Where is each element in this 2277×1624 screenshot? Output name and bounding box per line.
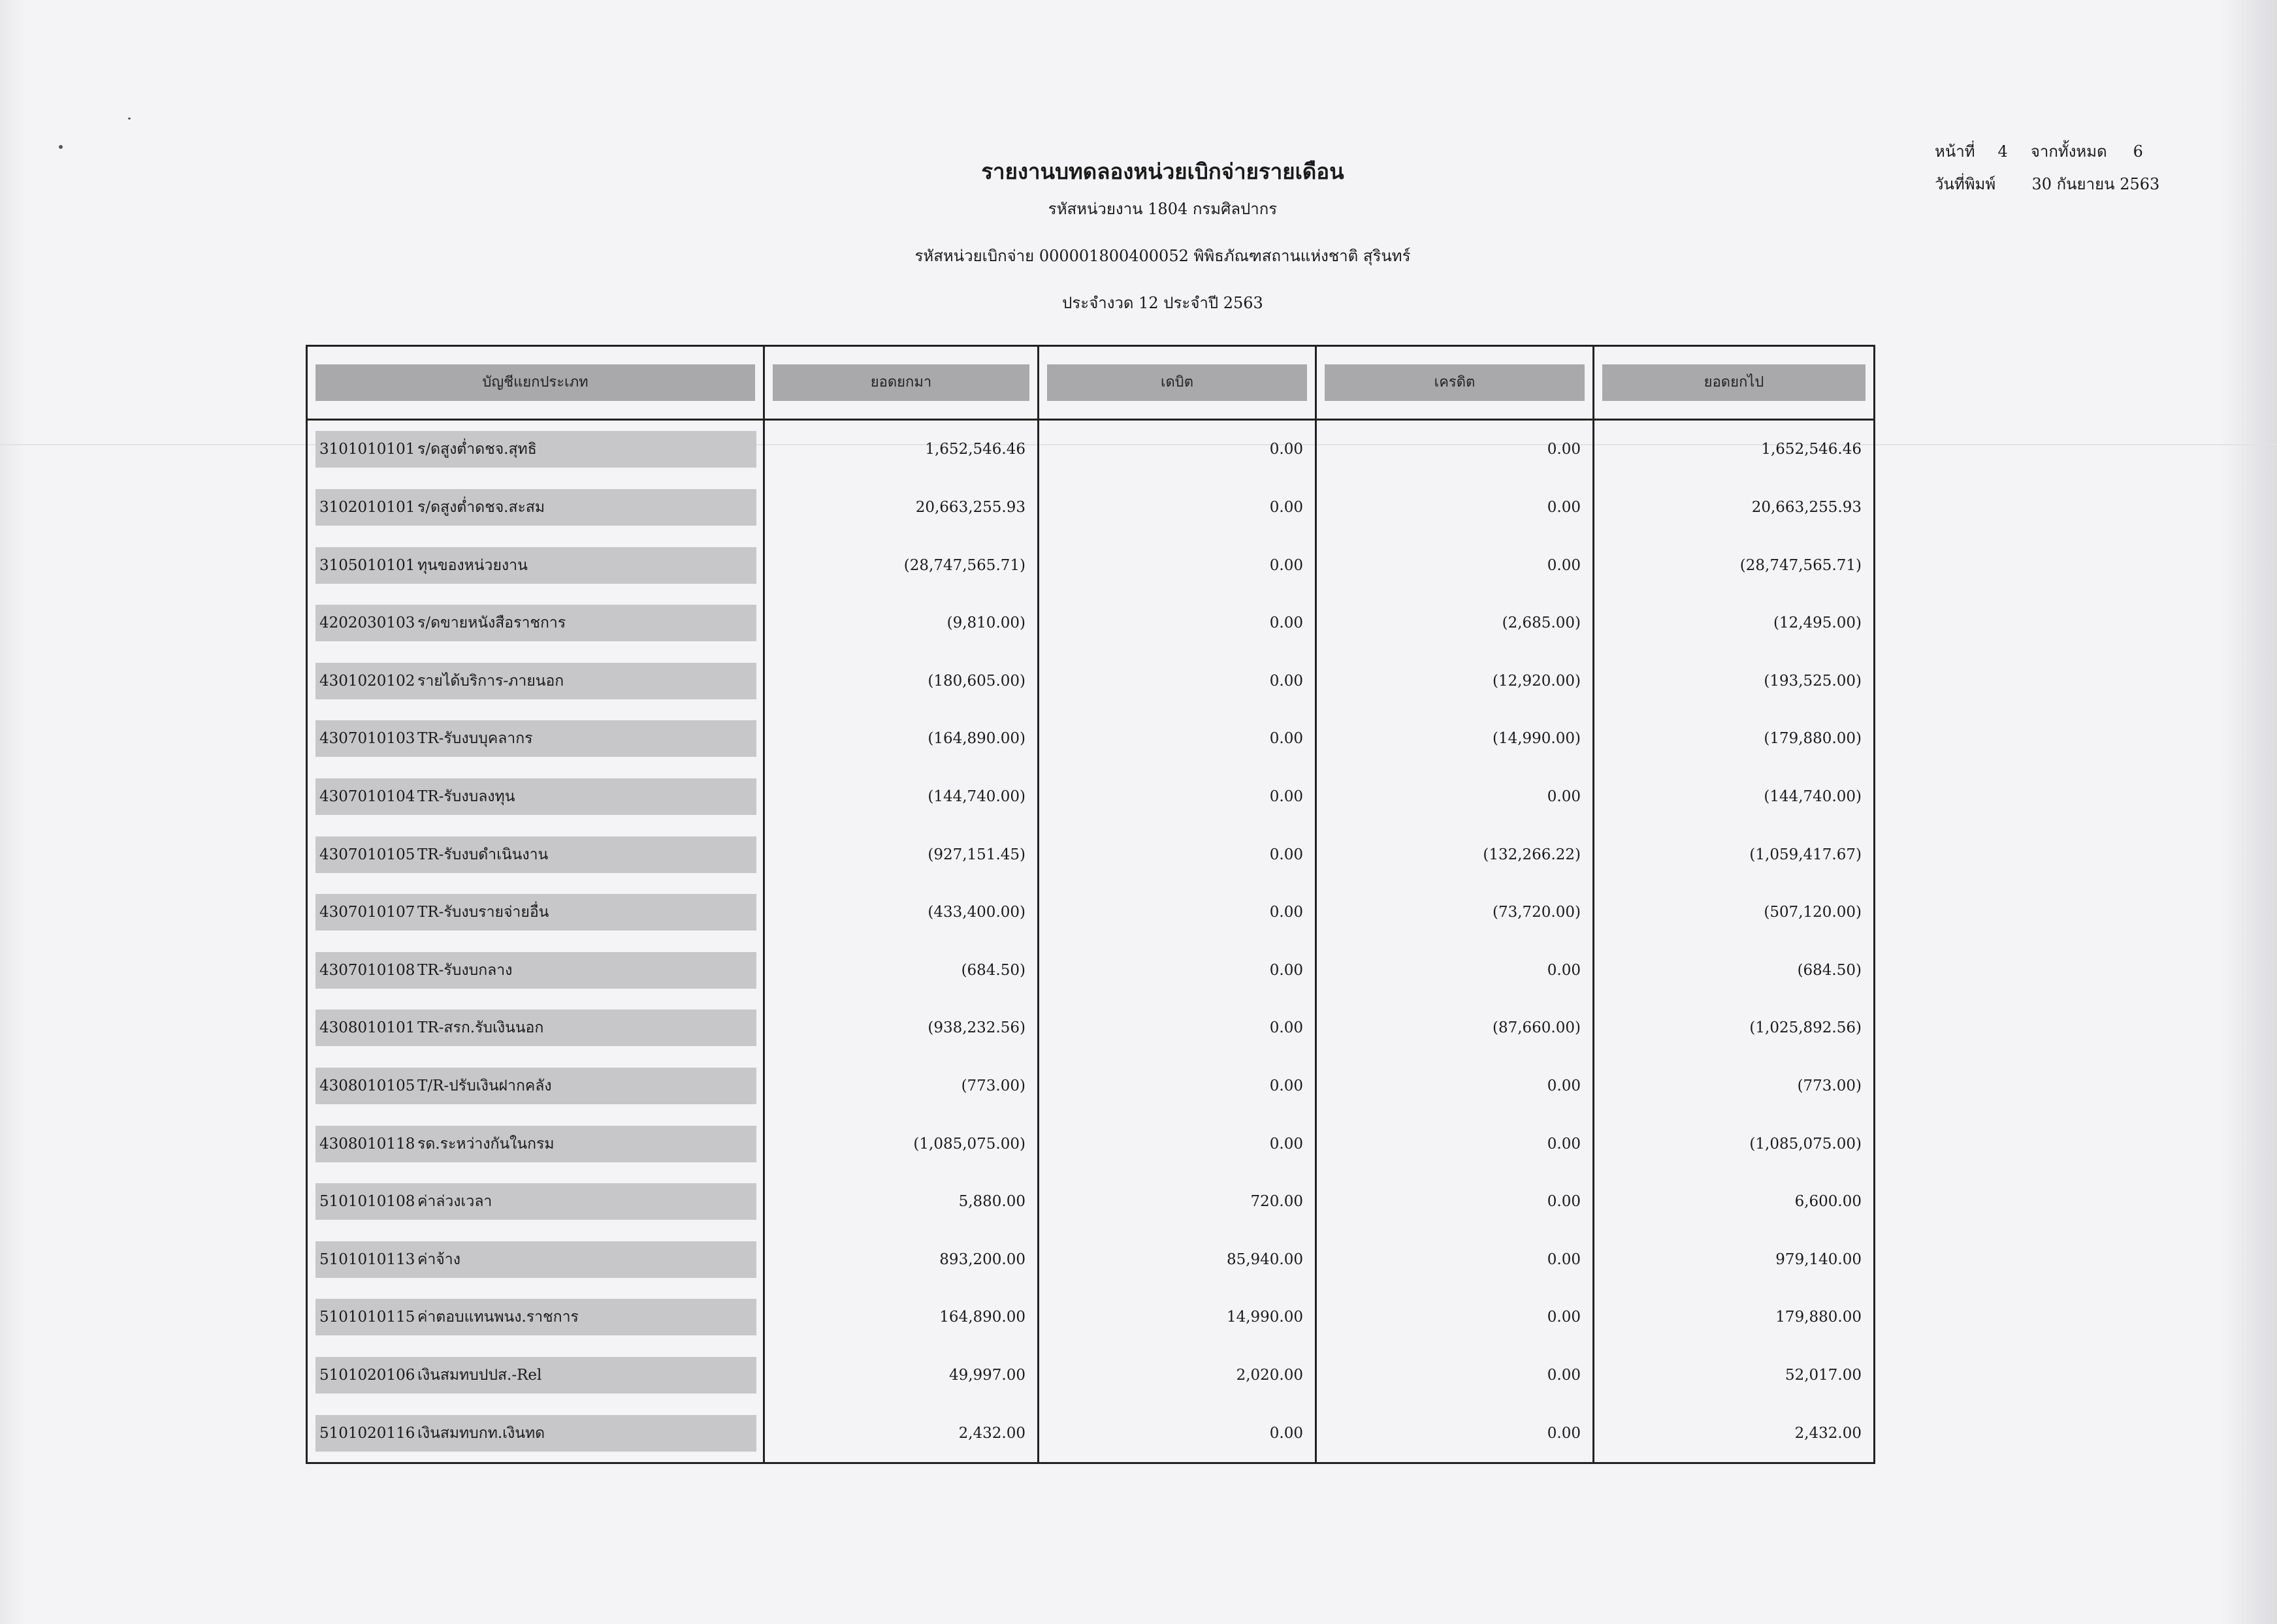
credit-cell: (2,685.00) xyxy=(1316,594,1594,652)
account-name: ค่าจ้าง xyxy=(417,1250,460,1268)
table-row xyxy=(307,1404,1875,1463)
account-bar xyxy=(315,1126,756,1162)
credit-cell: 0.00 xyxy=(1316,479,1594,537)
brought-forward-cell: 5,880.00 xyxy=(764,1173,1039,1231)
table-row xyxy=(307,825,1875,884)
brought-forward-cell: (927,151.45) xyxy=(764,825,1039,884)
account-bar xyxy=(315,663,756,699)
account-name: TR-รับงบดำเนินงาน xyxy=(417,846,549,863)
account-name: เงินสมทบกท.เงินทด xyxy=(417,1424,545,1442)
account-name: ค่าตอบแทนพนง.ราชการ xyxy=(417,1309,579,1326)
credit-cell: 0.00 xyxy=(1316,1115,1594,1173)
debit-cell: 0.00 xyxy=(1039,710,1316,768)
account-code: 5101020116 xyxy=(319,1424,415,1442)
table-row xyxy=(307,652,1875,710)
table-row xyxy=(307,710,1875,768)
credit-cell: 0.00 xyxy=(1316,1288,1594,1346)
account-name: ร/ดสูงต่ำดชจ.สะสม xyxy=(417,498,545,516)
table-row xyxy=(307,420,1875,479)
credit-cell: 0.00 xyxy=(1316,536,1594,594)
brought-forward-cell: (773.00) xyxy=(764,1057,1039,1115)
table-row xyxy=(307,1057,1875,1115)
brought-forward-cell: (28,747,565.71) xyxy=(764,536,1039,594)
report-title: รายงานบทดลองหน่วยเบิกจ่ายรายเดือน xyxy=(981,159,1344,184)
account-name: TR-รับงบรายจ่ายอื่น xyxy=(417,904,549,921)
carried-forward-cell: (28,747,565.71) xyxy=(1594,536,1875,594)
table-row xyxy=(307,536,1875,594)
carried-forward-cell: 2,432.00 xyxy=(1594,1404,1875,1463)
brought-forward-cell: (938,232.56) xyxy=(764,999,1039,1057)
account-name: ทุนของหน่วยงาน xyxy=(417,556,528,574)
account-bar xyxy=(315,1068,756,1104)
page-number: 4 xyxy=(1997,142,2008,161)
carried-forward-cell: 1,652,546.46 xyxy=(1594,420,1875,479)
brought-forward-cell: (684.50) xyxy=(764,941,1039,999)
account-bar xyxy=(315,1299,756,1335)
account-bar xyxy=(315,894,756,931)
credit-cell: 0.00 xyxy=(1316,1057,1594,1115)
total-pages: 6 xyxy=(2133,142,2143,161)
account-name: เงินสมทบปปส.-Rel xyxy=(417,1367,542,1384)
account-code: 4308010105 xyxy=(319,1077,415,1094)
print-date-label: วันที่พิมพ์ xyxy=(1935,175,1996,193)
account-name: ร/ดสูงต่ำดชจ.สุทธิ xyxy=(417,441,537,458)
credit-cell: (14,990.00) xyxy=(1316,710,1594,768)
debit-cell: 0.00 xyxy=(1039,825,1316,884)
carried-forward-cell: (773.00) xyxy=(1594,1057,1875,1115)
debit-cell: 0.00 xyxy=(1039,594,1316,652)
account-cell xyxy=(307,594,764,652)
table-row xyxy=(307,768,1875,826)
account-code: 3101010101 xyxy=(319,441,415,458)
carried-forward-cell: 52,017.00 xyxy=(1594,1346,1875,1405)
account-cell xyxy=(307,536,764,594)
carried-forward-cell: (1,085,075.00) xyxy=(1594,1115,1875,1173)
print-date xyxy=(1935,171,2159,197)
account-cell xyxy=(307,999,764,1057)
header-label: เดบิต xyxy=(1047,364,1307,401)
header-account xyxy=(307,346,764,420)
brought-forward-cell: (1,085,075.00) xyxy=(764,1115,1039,1173)
account-name: รายได้บริการ-ภายนอก xyxy=(417,672,564,690)
debit-cell: 2,020.00 xyxy=(1039,1346,1316,1405)
account-cell xyxy=(307,941,764,999)
credit-cell: 0.00 xyxy=(1316,1346,1594,1405)
account-code: 4307010104 xyxy=(319,788,415,805)
account-code: 4307010107 xyxy=(319,904,415,921)
account-code: 4308010118 xyxy=(319,1135,415,1153)
account-name: TR-รับงบกลาง xyxy=(417,961,513,979)
carried-forward-cell: (144,740.00) xyxy=(1594,768,1875,826)
credit-cell: (12,920.00) xyxy=(1316,652,1594,710)
debit-cell: 0.00 xyxy=(1039,1057,1316,1115)
header-carried-forward xyxy=(1594,346,1875,420)
header-label: ยอดยกไป xyxy=(1602,364,1865,401)
account-code: 4307010108 xyxy=(319,961,415,979)
account-name: TR-สรก.รับเงินนอก xyxy=(417,1019,544,1037)
account-name: ร/ดขายหนังสือราชการ xyxy=(417,614,566,632)
credit-cell: (132,266.22) xyxy=(1316,825,1594,884)
account-code: 5101010115 xyxy=(319,1309,415,1326)
debit-cell: 0.00 xyxy=(1039,941,1316,999)
account-code: 4202030103 xyxy=(319,614,415,632)
account-code: 3102010101 xyxy=(319,498,415,516)
account-bar xyxy=(315,778,756,815)
header-credit xyxy=(1316,346,1594,420)
brought-forward-cell: (9,810.00) xyxy=(764,594,1039,652)
carried-forward-cell: 20,663,255.93 xyxy=(1594,479,1875,537)
brought-forward-cell: (164,890.00) xyxy=(764,710,1039,768)
account-bar xyxy=(315,1010,756,1046)
carried-forward-cell: (1,059,417.67) xyxy=(1594,825,1875,884)
brought-forward-cell: 893,200.00 xyxy=(764,1231,1039,1289)
carried-forward-cell: 979,140.00 xyxy=(1594,1231,1875,1289)
account-name: รด.ระหว่างกันในกรม xyxy=(417,1135,555,1153)
header-debit xyxy=(1039,346,1316,420)
account-cell xyxy=(307,652,764,710)
debit-cell: 0.00 xyxy=(1039,768,1316,826)
table-row xyxy=(307,1115,1875,1173)
disbursement-unit-line: รหัสหน่วยเบิกจ่าย 000001800400052 พิพิธภัณฑสถานแห่งชาติ สุรินทร์ xyxy=(914,247,1411,265)
table-row xyxy=(307,1173,1875,1231)
account-code: 5101010113 xyxy=(319,1250,415,1268)
brought-forward-cell: (433,400.00) xyxy=(764,884,1039,942)
header-label: เครดิต xyxy=(1325,364,1585,401)
table-row xyxy=(307,941,1875,999)
brought-forward-cell: 1,652,546.46 xyxy=(764,420,1039,479)
debit-cell: 0.00 xyxy=(1039,536,1316,594)
account-bar xyxy=(315,1241,756,1278)
debit-cell: 14,990.00 xyxy=(1039,1288,1316,1346)
total-pages-label: จากทั้งหมด xyxy=(2030,142,2107,161)
table-row xyxy=(307,479,1875,537)
header-label: ยอดยกมา xyxy=(773,364,1029,401)
carried-forward-cell: (507,120.00) xyxy=(1594,884,1875,942)
debit-cell: 0.00 xyxy=(1039,1404,1316,1463)
carried-forward-cell: 6,600.00 xyxy=(1594,1173,1875,1231)
account-cell xyxy=(307,768,764,826)
debit-cell: 0.00 xyxy=(1039,1115,1316,1173)
header-brought-forward xyxy=(764,346,1039,420)
credit-cell: 0.00 xyxy=(1316,1404,1594,1463)
debit-cell: 0.00 xyxy=(1039,479,1316,537)
account-code: 3105010101 xyxy=(319,556,415,574)
account-code: 5101010108 xyxy=(319,1193,415,1211)
account-code: 5101020106 xyxy=(319,1367,415,1384)
account-cell xyxy=(307,1404,764,1463)
carried-forward-cell: (193,525.00) xyxy=(1594,652,1875,710)
carried-forward-cell: (12,495.00) xyxy=(1594,594,1875,652)
brought-forward-cell: 49,997.00 xyxy=(764,1346,1039,1405)
account-bar xyxy=(315,1415,756,1452)
account-code: 4308010101 xyxy=(319,1019,415,1037)
account-bar xyxy=(315,431,756,468)
credit-cell: 0.00 xyxy=(1316,941,1594,999)
account-bar xyxy=(315,952,756,989)
brought-forward-cell: (144,740.00) xyxy=(764,768,1039,826)
brought-forward-cell: (180,605.00) xyxy=(764,652,1039,710)
account-cell xyxy=(307,420,764,479)
period-line: ประจำงวด 12 ประจำปี 2563 xyxy=(1062,294,1263,312)
account-code: 4307010105 xyxy=(319,846,415,863)
table-row xyxy=(307,594,1875,652)
table-row xyxy=(307,1346,1875,1405)
account-cell xyxy=(307,825,764,884)
account-bar xyxy=(315,720,756,757)
account-name: ค่าล่วงเวลา xyxy=(417,1193,493,1211)
credit-cell: 0.00 xyxy=(1316,420,1594,479)
brought-forward-cell: 2,432.00 xyxy=(764,1404,1039,1463)
carried-forward-cell: (684.50) xyxy=(1594,941,1875,999)
trial-balance-table xyxy=(306,345,1875,1464)
account-code: 4307010103 xyxy=(319,730,415,748)
table-header-row xyxy=(307,346,1875,420)
carried-forward-cell: (1,025,892.56) xyxy=(1594,999,1875,1057)
account-cell xyxy=(307,1288,764,1346)
table-row xyxy=(307,1288,1875,1346)
account-cell xyxy=(307,884,764,942)
agency-line: รหัสหน่วยงาน 1804 กรมศิลปากร xyxy=(1048,200,1278,218)
debit-cell: 720.00 xyxy=(1039,1173,1316,1231)
page-label: หน้าที่ xyxy=(1935,142,1975,161)
account-cell xyxy=(307,1115,764,1173)
account-code: 4301020102 xyxy=(319,672,415,690)
brought-forward-cell: 20,663,255.93 xyxy=(764,479,1039,537)
carried-forward-cell: 179,880.00 xyxy=(1594,1288,1875,1346)
account-bar xyxy=(315,1183,756,1220)
debit-cell: 0.00 xyxy=(1039,999,1316,1057)
page-indicator xyxy=(1935,138,2164,164)
debit-cell: 85,940.00 xyxy=(1039,1231,1316,1289)
account-cell xyxy=(307,1231,764,1289)
print-date-value: 30 กันยายน 2563 xyxy=(2031,175,2160,193)
debit-cell: 0.00 xyxy=(1039,652,1316,710)
account-bar xyxy=(315,547,756,584)
account-cell xyxy=(307,479,764,537)
account-bar xyxy=(315,605,756,641)
account-bar xyxy=(315,1357,756,1393)
account-name: TR-รับงบลงทุน xyxy=(417,788,515,805)
account-cell xyxy=(307,1346,764,1405)
scan-speck xyxy=(128,118,131,119)
account-cell xyxy=(307,1057,764,1115)
table-row xyxy=(307,1231,1875,1289)
table-row xyxy=(307,884,1875,942)
header-label: บัญชีแยกประเภท xyxy=(315,364,755,401)
credit-cell: 0.00 xyxy=(1316,1173,1594,1231)
debit-cell: 0.00 xyxy=(1039,420,1316,479)
credit-cell: 0.00 xyxy=(1316,768,1594,826)
account-cell xyxy=(307,1173,764,1231)
account-name: T/R-ปรับเงินฝากคลัง xyxy=(417,1077,552,1094)
credit-cell: (73,720.00) xyxy=(1316,884,1594,942)
credit-cell: 0.00 xyxy=(1316,1231,1594,1289)
scan-speck xyxy=(59,145,63,149)
brought-forward-cell: 164,890.00 xyxy=(764,1288,1039,1346)
table-row xyxy=(307,999,1875,1057)
carried-forward-cell: (179,880.00) xyxy=(1594,710,1875,768)
account-name: TR-รับงบบุคลากร xyxy=(417,730,533,748)
credit-cell: (87,660.00) xyxy=(1316,999,1594,1057)
account-bar xyxy=(315,489,756,526)
account-cell xyxy=(307,710,764,768)
account-bar xyxy=(315,836,756,873)
debit-cell: 0.00 xyxy=(1039,884,1316,942)
